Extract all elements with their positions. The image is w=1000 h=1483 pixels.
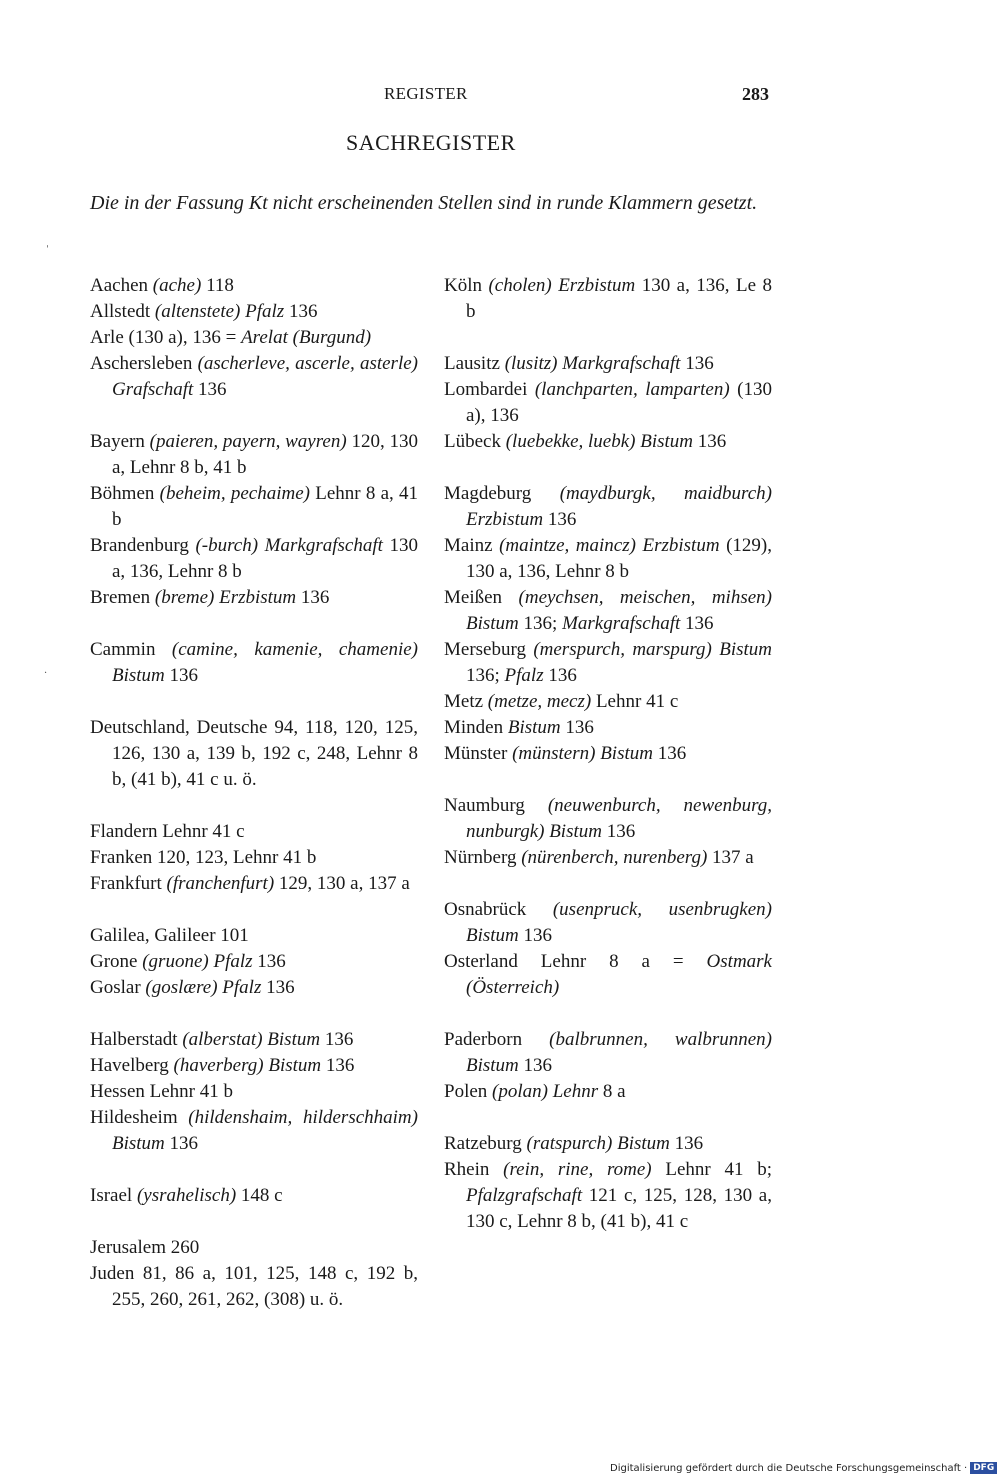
index-entry: Aschersleben (ascherleve, ascerle, asterle) Grafschaft 136	[90, 353, 418, 400]
italic-gloss: Arelat (Burgund)	[241, 327, 372, 348]
index-entry: Franken 120, 123, Lehnr 41 b	[90, 847, 317, 868]
italic-gloss: (ysrahelisch)	[136, 1185, 237, 1206]
italic-gloss: (paieren, payern, wayren)	[149, 431, 347, 452]
dfg-logo: DFG	[970, 1462, 997, 1474]
italic-gloss: (beheim, pechaime)	[159, 483, 310, 504]
index-entry: Juden 81, 86 a, 101, 125, 148 c, 192 b, 255, 260, 261, 262, (308) u. ö.	[90, 1263, 418, 1310]
index-entry: Polen (polan) Lehnr 8 a	[444, 1081, 626, 1102]
index-entry: Mainz (maintze, maincz) Erzbistum (129), 130 a, 136, Lehnr 8 b	[444, 535, 773, 582]
index-entry: Magdeburg (maydburgk, maidburch) Erzbistum 136	[444, 483, 772, 530]
index-entry: Metz (metze, mecz) Lehnr 41 c	[444, 691, 679, 712]
index-column-left	[90, 273, 418, 1313]
scan-mark: ·	[44, 668, 48, 679]
index-entry: Lausitz (lusitz) Markgrafschaft 136	[444, 353, 714, 374]
index-entry: Bayern (paieren, payern, wayren) 120, 130 a, Lehnr 8 b, 41 b	[90, 431, 419, 478]
italic-gloss: (usenpruck, usenbrugken) Bistum	[466, 899, 772, 946]
index-entry: Jerusalem 260	[90, 1237, 200, 1258]
index-entry: Paderborn (balbrunnen, walbrunnen) Bistum 136	[444, 1029, 772, 1076]
italic-gloss: (meychsen, meischen, mihsen) Bistum	[466, 587, 772, 634]
index-entry: Halberstadt (alberstat) Bistum 136	[90, 1029, 354, 1050]
footer: Digitalisierung gefördert durch die Deutsche Forschungsgemeinschaft · DFG	[610, 1462, 997, 1474]
group-gap	[90, 1157, 418, 1183]
italic-gloss: Ostmark (Österreich)	[466, 951, 772, 998]
italic-gloss: (polan) Lehnr	[492, 1081, 599, 1102]
group-gap	[444, 1105, 772, 1131]
italic-gloss: (haverberg) Bistum	[173, 1055, 322, 1076]
index-entry: Bremen (breme) Erzbistum 136	[90, 587, 330, 608]
italic-gloss: Pfalz	[504, 665, 544, 686]
italic-gloss: (breme) Erzbistum	[154, 587, 297, 608]
index-entry: Köln (cholen) Erzbistum 130 a, 136, Le 8 b	[444, 275, 772, 322]
group-gap	[444, 767, 772, 793]
italic-gloss: Markgrafschaft	[562, 613, 681, 634]
index-entry: Allstedt (altenstete) Pfalz 136	[90, 301, 318, 322]
italic-gloss: (rein, rine, rome)	[503, 1159, 652, 1180]
italic-gloss: (franchenfurt)	[166, 873, 275, 894]
index-entry: Cammin (camine, kamenie, chamenie) Bistum 136	[90, 639, 418, 686]
italic-gloss: (ascherleve, ascerle, asterle) Grafschaft	[112, 353, 418, 400]
footer-text: Digitalisierung gefördert durch die Deutsche Forschungsgemeinschaft	[610, 1463, 961, 1474]
index-entry: Grone (gruone) Pfalz 136	[90, 951, 286, 972]
group-gap	[90, 1209, 418, 1235]
index-entry: Flandern Lehnr 41 c	[90, 821, 245, 842]
italic-gloss: (lanchparten, lamparten)	[534, 379, 730, 400]
index-entry: Naumburg (neuwenburch, newenburg, nunburgk) Bistum 136	[444, 795, 773, 842]
index-entry: Minden Bistum 136	[444, 717, 594, 738]
italic-gloss: (ache)	[152, 275, 202, 296]
index-entry: Merseburg (merspurch, marspurg) Bistum 136; Pfalz 136	[444, 639, 772, 686]
italic-gloss: Bistum	[507, 717, 561, 738]
index-entry: Havelberg (haverberg) Bistum 136	[90, 1055, 355, 1076]
index-entry: Meißen (meychsen, meischen, mihsen) Bistum 136; Markgrafschaft 136	[444, 587, 772, 634]
group-gap	[444, 871, 772, 897]
intro-note: Die in der Fassung Kt nicht erscheinenden Stellen sind in runde Klammern gesetzt.	[90, 192, 758, 214]
italic-gloss: (cholen) Erzbistum	[488, 275, 636, 296]
group-gap	[90, 1001, 418, 1027]
index-column-right	[444, 273, 772, 1235]
group-gap	[444, 1001, 772, 1027]
italic-gloss: (luebekke, luebk) Bistum	[505, 431, 694, 452]
italic-gloss: Pfalzgrafschaft	[466, 1185, 583, 1206]
italic-gloss: (gruone) Pfalz	[142, 951, 253, 972]
italic-gloss: (metze, mecz)	[487, 691, 592, 712]
index-entry: Rhein (rein, rine, rome) Lehnr 41 b; Pfalzgrafschaft 121 c, 125, 128, 130 a, 130 c, Lehnr 8 b, (41 b), 41 c	[444, 1159, 772, 1232]
scan-mark: ˌ	[46, 238, 49, 249]
italic-gloss: (maydburgk, maidburch) Erzbistum	[466, 483, 772, 530]
italic-gloss: (lusitz) Markgrafschaft	[504, 353, 681, 374]
italic-gloss: (goslære) Pfalz	[145, 977, 262, 998]
italic-gloss: (nürenberch, nurenberg)	[521, 847, 708, 868]
group-gap	[444, 455, 772, 481]
index-entry: Hessen Lehnr 41 b	[90, 1081, 233, 1102]
index-entry: Osnabrück (usenpruck, usenbrugken) Bistum 136	[444, 899, 772, 946]
section-title: SACHREGISTER	[346, 130, 516, 155]
italic-gloss: (hildenshaim, hilderschhaim) Bistum	[112, 1107, 418, 1154]
index-entry: Ratzeburg (ratspurch) Bistum 136	[444, 1133, 704, 1154]
index-entry: Goslar (goslære) Pfalz 136	[90, 977, 295, 998]
italic-gloss: (-burch) Markgrafschaft	[195, 535, 383, 556]
index-entry: Lübeck (luebekke, luebk) Bistum 136	[444, 431, 727, 452]
italic-gloss: (alberstat) Bistum	[182, 1029, 321, 1050]
group-gap	[444, 325, 772, 351]
group-gap	[90, 897, 418, 923]
index-entry: Böhmen (beheim, pechaime) Lehnr 8 a, 41 b	[90, 483, 418, 530]
italic-gloss: (maintze, maincz) Erzbistum	[499, 535, 720, 556]
italic-gloss: (altenstete) Pfalz	[154, 301, 285, 322]
index-entry: Frankfurt (franchenfurt) 129, 130 a, 137 a	[90, 873, 410, 894]
page-number: 283	[742, 84, 769, 104]
group-gap	[90, 611, 418, 637]
index-entry: Lombardei (lanchparten, lamparten) (130 a), 136	[444, 379, 773, 426]
running-head: REGISTER	[384, 84, 468, 103]
index-entry: Galilea, Galileer 101	[90, 925, 249, 946]
index-entry: Münster (münstern) Bistum 136	[444, 743, 687, 764]
italic-gloss: (balbrunnen, walbrunnen) Bistum	[466, 1029, 772, 1076]
italic-gloss: (neuwenburch, newenburg, nunburgk) Bistum	[466, 795, 773, 842]
group-gap	[90, 403, 418, 429]
index-entry: Israel (ysrahelisch) 148 c	[90, 1185, 283, 1206]
index-entry: Brandenburg (-burch) Markgrafschaft 130 a, 136, Lehnr 8 b	[90, 535, 418, 582]
italic-gloss: (ratspurch) Bistum	[526, 1133, 670, 1154]
italic-gloss: (merspurch, marspurg) Bistum	[533, 639, 772, 660]
index-entry: Aachen (ache) 118	[90, 275, 234, 296]
group-gap	[90, 689, 418, 715]
italic-gloss: (camine, kamenie, chamenie) Bistum	[112, 639, 418, 686]
group-gap	[90, 793, 418, 819]
index-entry: Deutschland, Deutsche 94, 118, 120, 125, 126, 130 a, 139 b, 192 c, 248, Lehnr 8 b, (41 b), 41 c u. ö.	[90, 717, 418, 790]
index-entry: Osterland Lehnr 8 a = Ostmark (Österreich)	[444, 951, 772, 998]
index-entry: Hildesheim (hildenshaim, hilderschhaim) Bistum 136	[90, 1107, 418, 1154]
index-entry: Nürnberg (nürenberch, nurenberg) 137 a	[444, 847, 754, 868]
italic-gloss: (münstern) Bistum	[512, 743, 653, 764]
index-entry: Arle (130 a), 136 = Arelat (Burgund)	[90, 327, 372, 348]
